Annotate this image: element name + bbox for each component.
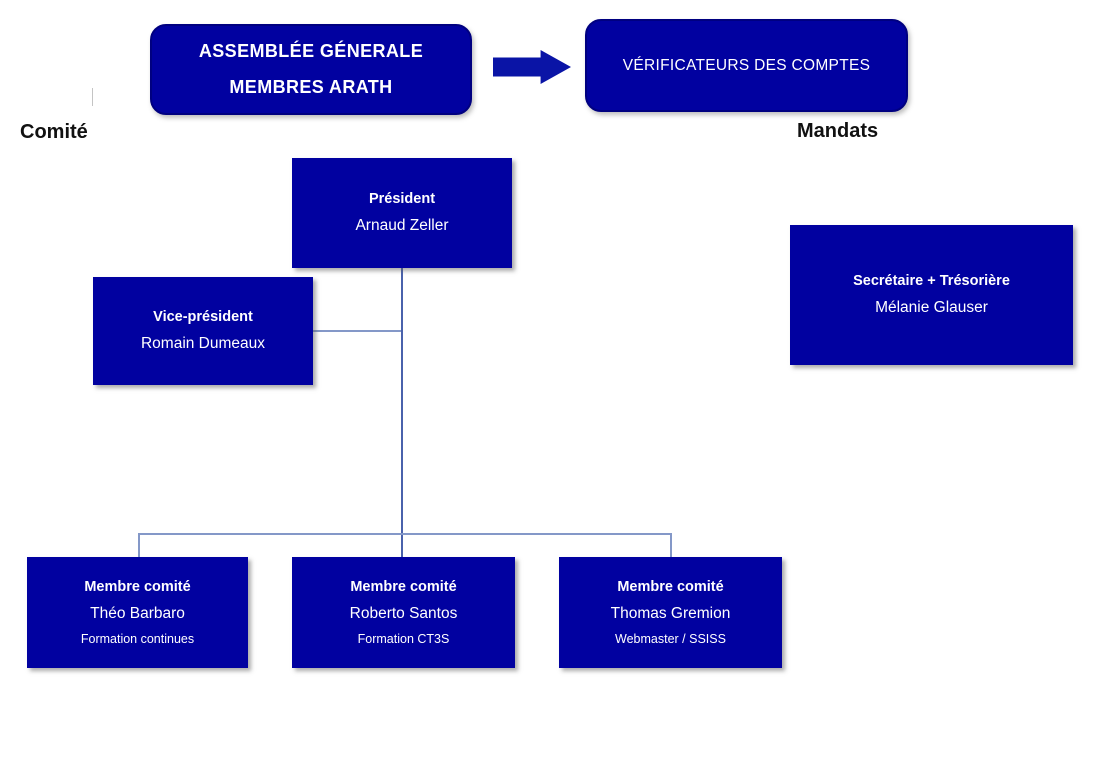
right-arrow-icon (493, 50, 571, 84)
verificateurs-box (585, 19, 908, 112)
member-3-role: Webmaster / SSISS (615, 632, 726, 646)
assembly-general-line2: MEMBRES ARATH (229, 77, 393, 97)
divider-tick (92, 88, 93, 106)
org-node-member-3 (559, 557, 782, 668)
connector-member3-drop (670, 533, 672, 557)
member-1-title: Membre comité (84, 579, 191, 595)
member-1-name: Théo Barbaro (90, 605, 185, 622)
president-title: Président (368, 191, 436, 207)
secretary-treasurer-name: Mélanie Glauser (875, 299, 988, 316)
member-2-title: Membre comité (350, 579, 457, 595)
assembly-general-box (150, 24, 472, 115)
connector-vice-president-branch (313, 330, 401, 332)
org-node-secretary-treasurer (790, 225, 1073, 365)
verificateurs-label: VÉRIFICATEURS DES COMPTES (622, 56, 871, 74)
member-2-name: Roberto Santos (349, 605, 458, 622)
member-3-title: Membre comité (617, 579, 724, 595)
org-node-vice-president (93, 277, 313, 385)
section-label-mandats: Mandats (797, 120, 879, 142)
vice-president-title: Vice-président (153, 309, 253, 325)
connector-president-trunk (401, 268, 403, 557)
connector-member1-drop (138, 533, 140, 557)
assembly-general-line1: ASSEMBLÉE GÉNERALE (198, 41, 424, 61)
connector-members-rail (138, 533, 672, 535)
org-node-member-1 (27, 557, 248, 668)
org-node-president (292, 158, 512, 268)
secretary-treasurer-title: Secrétaire + Trésorière (853, 273, 1010, 289)
member-3-name: Thomas Gremion (610, 605, 731, 622)
member-1-role: Formation continues (80, 632, 195, 646)
president-name: Arnaud Zeller (355, 217, 449, 234)
org-node-member-2 (292, 557, 515, 668)
vice-president-name: Romain Dumeaux (140, 335, 266, 352)
section-label-comite: Comité (20, 121, 88, 143)
member-2-role: Formation CT3S (357, 632, 450, 646)
